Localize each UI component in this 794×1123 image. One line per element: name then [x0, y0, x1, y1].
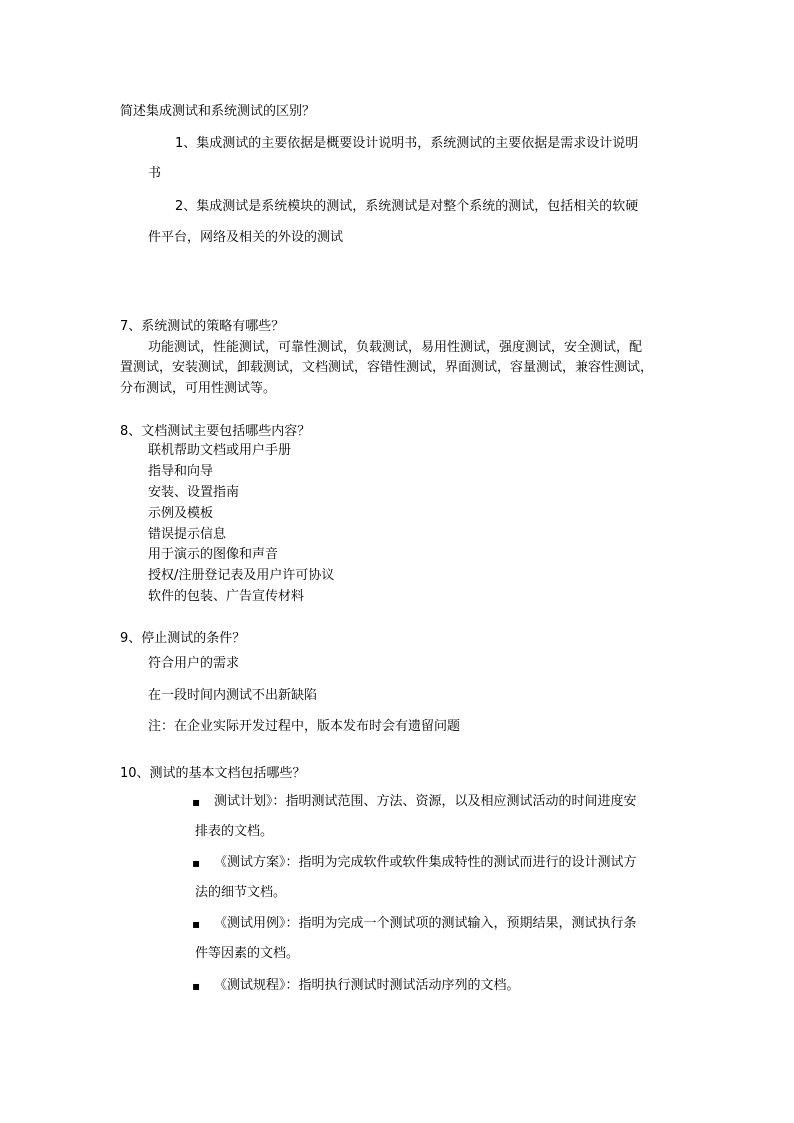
paragraph-line: 件平台，网络及相关的外设的测试 [148, 230, 344, 245]
list-item: 符合用户的需求 [148, 656, 240, 671]
section-title: 7、系统测试的策略有哪些？ [120, 319, 285, 334]
list-item: 软件的包装、广告宣传材料 [148, 589, 305, 604]
list-item: 注：在企业实际开发过程中，版本发布时会有遗留问题 [148, 719, 461, 734]
list-item-line: 排表的文档。 [195, 824, 274, 839]
bullet-icon: ▪ [192, 979, 201, 993]
bullet-icon: ▪ [192, 917, 201, 931]
list-item-line: 《测试方案》：指明为完成软件或软件集成特性的测试而进行的设计测试方 [214, 855, 637, 870]
paragraph-line: 功能测试，性能测试，可靠性测试，负载测试，易用性测试，强度测试，安全测试，配 [148, 340, 643, 355]
list-item: 用于演示的图像和声音 [148, 547, 279, 562]
list-item-line: 《测试用例》：指明为完成一个测试项的测试输入，预期结果，测试执行条 [214, 916, 637, 931]
section-title: 简述集成测试和系统测试的区别？ [120, 104, 316, 119]
paragraph-line: 分布测试，可用性测试等。 [120, 381, 277, 396]
list-item: 示例及模板 [148, 506, 214, 521]
bullet-icon: ▪ [192, 795, 201, 809]
section-title: 10、测试的基本文档包括哪些？ [120, 766, 306, 781]
list-item-line: 件等因素的文档。 [195, 946, 300, 961]
section-title: 8、文档测试主要包括哪些内容？ [120, 424, 311, 439]
list-item-line: 法的细节文档。 [195, 885, 287, 900]
list-item: 安装、设置指南 [148, 485, 240, 500]
list-item: 在一段时间内测试不出新缺陷 [148, 688, 318, 703]
bullet-icon: ▪ [192, 856, 201, 870]
list-item: 授权/注册登记表及用户许可协议 [148, 568, 335, 583]
paragraph-line: 置测试，安装测试，卸载测试，文档测试，容错性测试，界面测试，容量测试，兼容性测试， [120, 360, 654, 375]
section-title: 9、停止测试的条件？ [120, 631, 246, 646]
list-item: 指导和向导 [148, 464, 214, 479]
paragraph-line: 书 [148, 166, 162, 181]
list-item: 错误提示信息 [148, 527, 227, 542]
list-item-line: 《测试规程》：指明执行测试时测试活动序列的文档。 [214, 978, 520, 993]
list-item-line: 测试计划》：指明测试范围、方法、资源，以及相应测试活动的时间进度安 [214, 794, 637, 809]
paragraph-line: 2、集成测试是系统模块的测试，系统测试是对整个系统的测试，包括相关的软硬 [175, 199, 639, 214]
list-item: 联机帮助文档或用户手册 [148, 443, 292, 458]
paragraph-line: 1、集成测试的主要依据是概要设计说明书，系统测试的主要依据是需求设计说明 [175, 136, 639, 151]
